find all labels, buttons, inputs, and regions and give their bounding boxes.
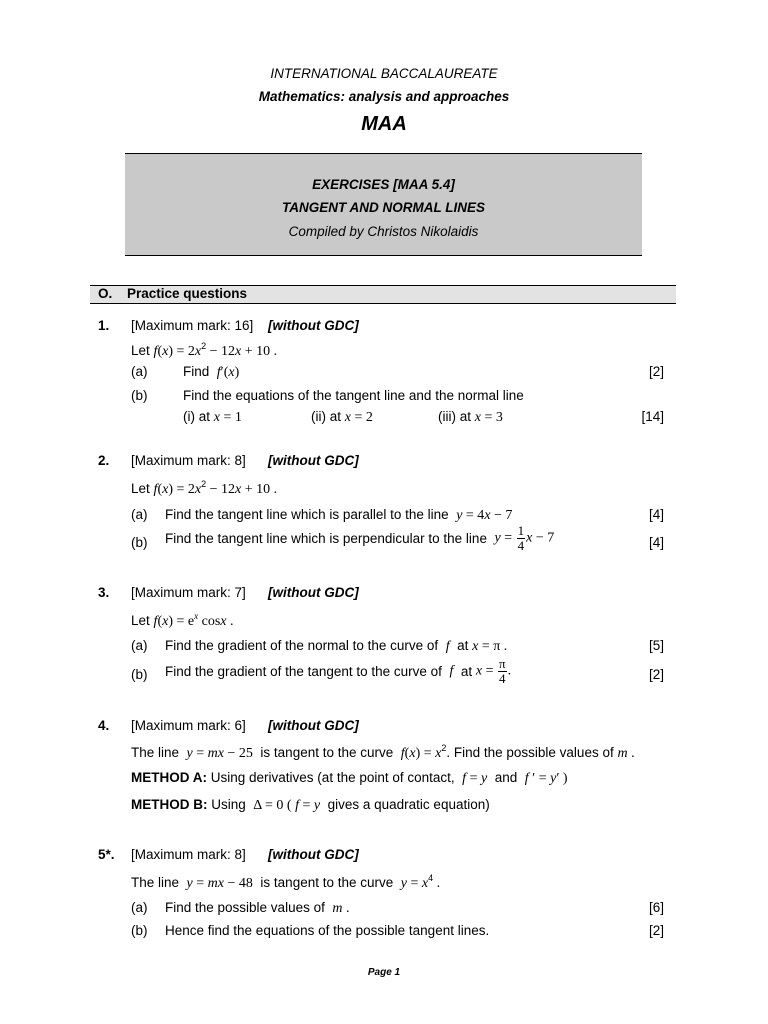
q5-gdc: [without GDC] xyxy=(268,847,359,862)
q2-a-label: (a) xyxy=(131,507,148,522)
q2-a-mark: [4] xyxy=(648,507,664,522)
header-subject: Mathematics: analysis and approaches xyxy=(258,89,510,104)
q4-max-mark: [Maximum mark: 6] xyxy=(131,718,246,733)
q2-gdc: [without GDC] xyxy=(268,453,359,468)
q5-b-text: Hence find the equations of the possible tangent lines. xyxy=(165,923,490,938)
q5-a-mark: [6] xyxy=(648,900,664,915)
q2-function: Let $f(x) = 2x^2 - 12x + 10$ . xyxy=(131,479,278,497)
q4-method-a: METHOD A: Using derivatives (at the point of contact, f = y and f ′ = y′ ) xyxy=(131,770,568,786)
q3-gdc: [without GDC] xyxy=(268,585,359,600)
q1-function: Let $f(x) = 2x^2 - 12x + 10$ . xyxy=(131,341,278,359)
q3-a-text: Find the gradient of the normal to the curve of f at x = π . xyxy=(165,638,508,654)
q1-b-i: (i) at x = 1 xyxy=(183,409,242,425)
q1-b-mark: [14] xyxy=(641,409,664,424)
section-title: Practice questions xyxy=(127,286,248,301)
header-code: MAA xyxy=(361,113,407,135)
q3-max-mark: [Maximum mark: 7] xyxy=(131,585,246,600)
q2-number: 2. xyxy=(98,453,110,468)
section-heading xyxy=(90,285,676,304)
q1-gdc: [without GDC] xyxy=(268,318,359,333)
q1-b-iii: (iii) at x = 3 xyxy=(438,409,503,425)
header-org: INTERNATIONAL BACCALAUREATE xyxy=(270,66,498,81)
q4-statement: The line y = mx − 25 is tangent to the curve $f(x) = x^2$. Find the possible values of m . xyxy=(131,743,635,761)
banner-subtitle: TANGENT AND NORMAL LINES xyxy=(282,200,485,215)
q5-a-label: (a) xyxy=(131,900,148,915)
q4-number: 4. xyxy=(98,718,110,733)
q1-b-text: Find the equations of the tangent line and the normal line xyxy=(183,388,524,403)
q2-b-text: Find the tangent line which is perpendicular to the line y = $\frac{1}{4}$ x − 7 xyxy=(165,523,555,553)
q1-a-label: (a) xyxy=(131,364,148,379)
q5-statement: The line y = mx − 48 is tangent to the curve $y = x^4$ . xyxy=(131,873,441,891)
q5-b-mark: [2] xyxy=(648,923,664,938)
q1-b-label: (b) xyxy=(131,388,148,403)
q2-a-text: Find the tangent line which is parallel to the line y = 4x − 7 xyxy=(165,507,513,523)
q5-b-label: (b) xyxy=(131,923,148,938)
q3-b-text: Find the gradient of the tangent to the curve of f at x = $\frac{\pi}{4}$ . xyxy=(165,656,512,686)
q1-a-text: Find f′(x) xyxy=(183,364,240,380)
section-number: O. xyxy=(98,286,113,301)
q5-number: 5*. xyxy=(98,847,115,862)
q4-method-b: METHOD B: Using Δ = 0 ( f = y gives a quadratic equation) xyxy=(131,797,490,813)
q5-a-text: Find the possible values of m . xyxy=(165,900,350,916)
q2-b-label: (b) xyxy=(131,535,148,550)
page-number: Page 1 xyxy=(367,967,401,978)
q3-b-mark: [2] xyxy=(648,667,664,682)
q1-a-mark: [2] xyxy=(648,364,664,379)
q2-b-mark: [4] xyxy=(648,535,664,550)
q2-max-mark: [Maximum mark: 8] xyxy=(131,453,246,468)
banner-author: Compiled by Christos Nikolaidis xyxy=(288,224,479,239)
q5-max-mark: [Maximum mark: 8] xyxy=(131,847,246,862)
q3-a-label: (a) xyxy=(131,638,148,653)
q1-b-ii: (ii) at x = 2 xyxy=(311,409,373,425)
q4-gdc: [without GDC] xyxy=(268,718,359,733)
q1-number: 1. xyxy=(98,318,110,333)
banner-title: EXERCISES [MAA 5.4] xyxy=(312,177,455,192)
title-banner xyxy=(125,153,642,256)
q1-max-mark: [Maximum mark: 16] xyxy=(131,318,254,333)
q3-a-mark: [5] xyxy=(648,638,664,653)
q3-number: 3. xyxy=(98,585,110,600)
q3-function: Let $f(x) = e^x$ cosx . xyxy=(131,611,234,629)
q3-b-label: (b) xyxy=(131,667,148,682)
